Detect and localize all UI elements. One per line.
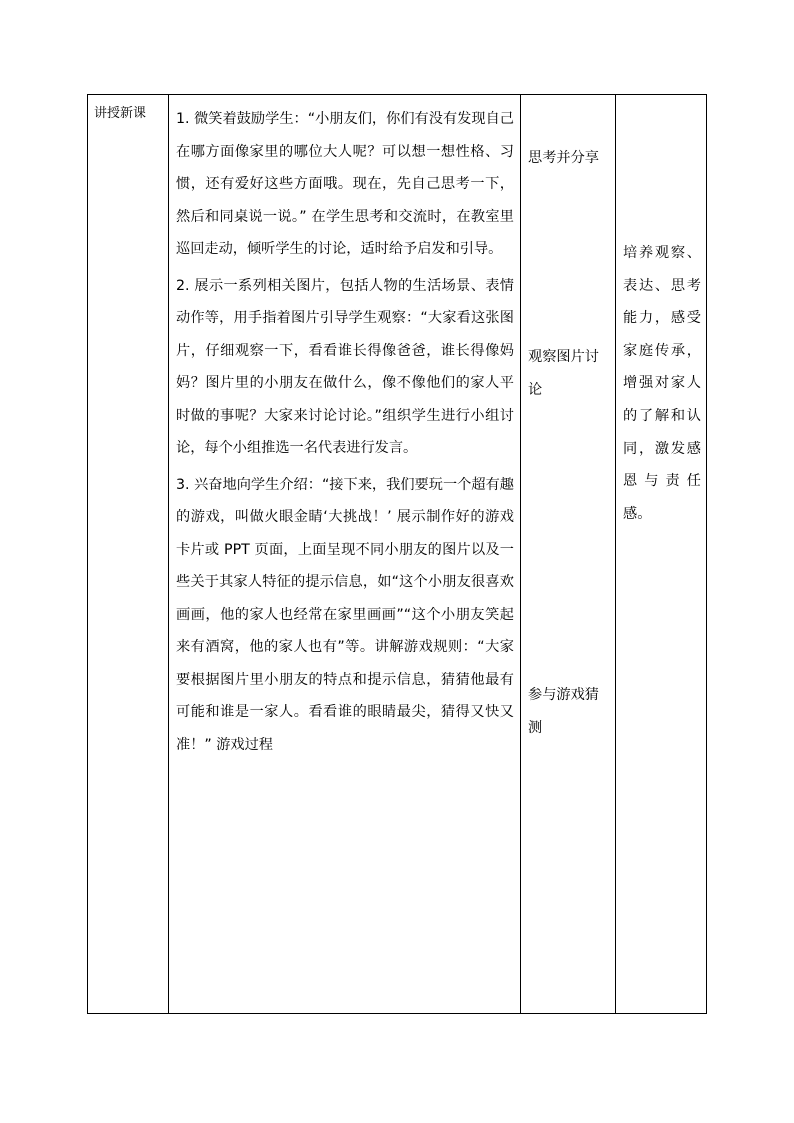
design-intent-text: 培养观察、表达、思考能力，感受家庭传承，增强对家人的了解和认同，激发感恩与责任感。 xyxy=(623,245,701,522)
teacher-step-3: 3. 兴奋地向学生介绍：“接下来，我们要玩一个超有趣的游戏，叫做火眼金睛‘大挑战！’ 展示制作好的游戏卡片或 PPT 页面，上面呈现不同小朋友的图片以及一些关于其家人特征的提示信息，如“这个小朋友很喜欢画画，他的家人也经常在家里画画”“这个小朋友笑起来有酒窝，他的家人也有”等。讲解游戏规则：“大家要根据图片里小朋友的特点和提示信息，猜猜他最有可能和谁是一家人。看看谁的眼睛最尖，猜得又快又准！” 游戏过程 xyxy=(176,476,514,753)
stage-label: 讲授新课 xyxy=(94,106,147,121)
teacher-activity-column xyxy=(169,95,521,1013)
lesson-plan-table xyxy=(87,94,707,1014)
teacher-activity-text xyxy=(176,103,514,765)
design-intent-column xyxy=(616,95,708,1013)
stage-column xyxy=(88,95,169,1013)
teacher-step-1: 1. 微笑着鼓励学生：“小朋友们，你们有没有发现自己在哪方面像家里的哪位大人呢？可以想一想性格、习惯，还有爱好这些方面哦。现在，先自己思考一下，然后和同桌说一说。” 在学生思考和交流时，在教室里巡回走动，倾听学生的讨论，适时给予启发和引导。 xyxy=(176,111,514,257)
student-activity-3: 参与游戏猜测 xyxy=(528,687,599,736)
teacher-step-2: 2. 展示一系列相关图片，包括人物的生活场景、表情动作等，用手指着图片引导学生观察：“大家看这张图片，仔细观察一下，看看谁长得像爸爸，谁长得像妈妈？图片里的小朋友在做什么，像不像他们的家人平时做的事呢？大家来讨论讨论。”组织学生进行小组讨论，每个小组推选一名代表进行发言。 xyxy=(176,277,514,456)
student-activity-2: 观察图片讨论 xyxy=(528,349,599,398)
student-activity-column xyxy=(521,95,616,1013)
student-activity-1: 思考并分享 xyxy=(528,150,599,166)
